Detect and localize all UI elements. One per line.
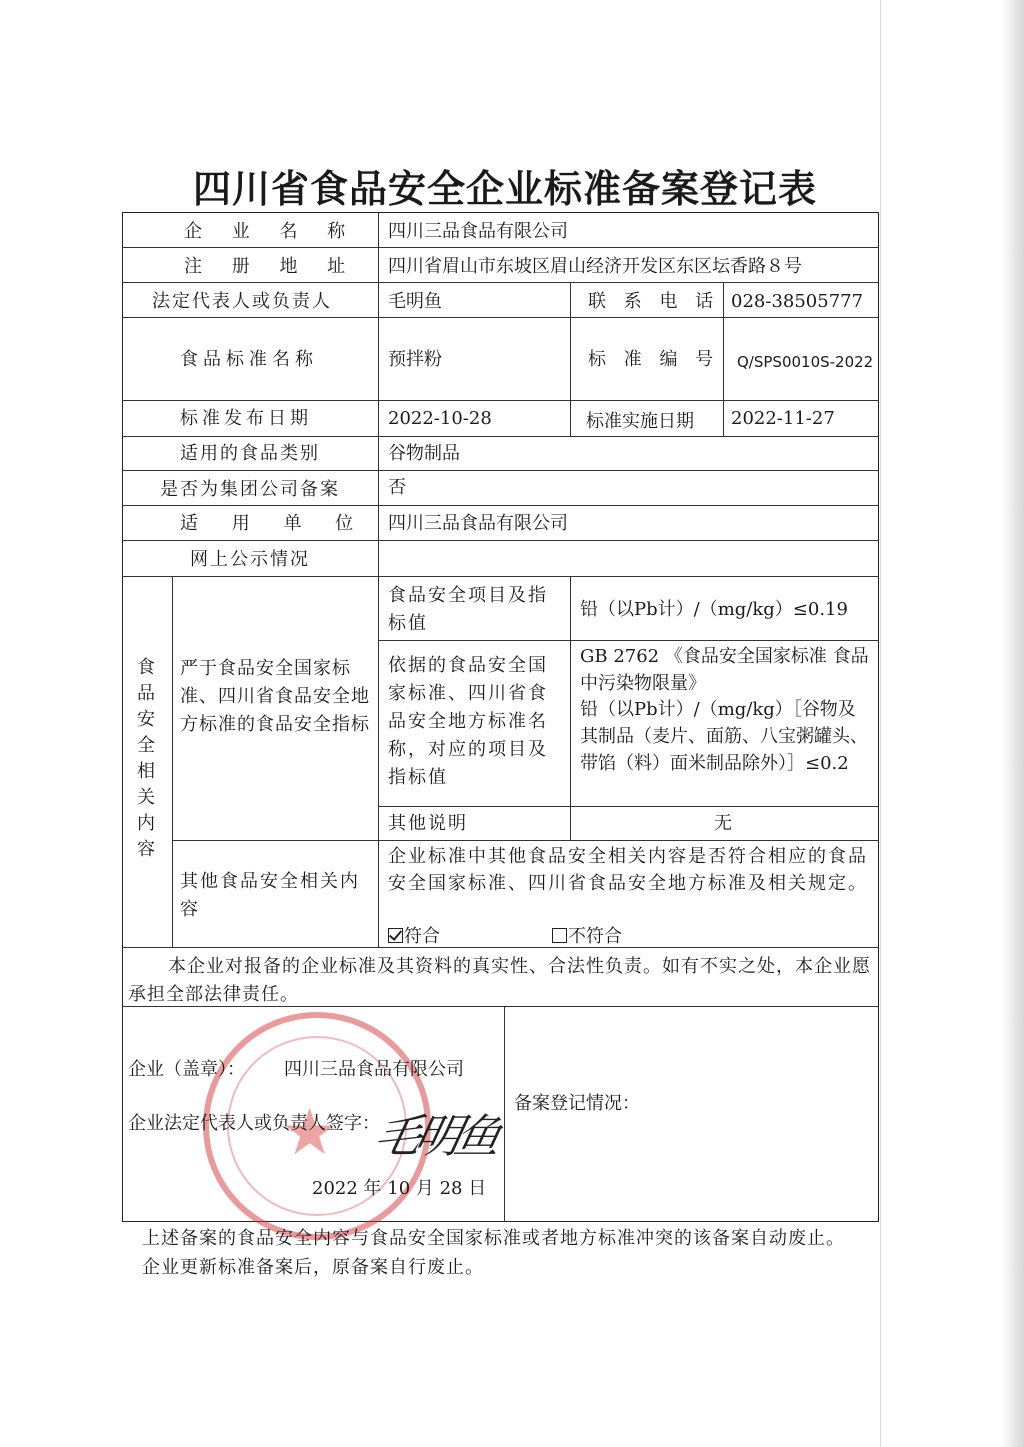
value-std-no: Q/SPS0010S-2022 — [737, 353, 874, 371]
label-impl-date: 标准实施日期 — [586, 411, 694, 432]
not-conform-checkbox[interactable] — [552, 928, 567, 943]
label-legal-rep: 法定代表人或负责人 — [152, 291, 332, 312]
filing-status-label: 备案登记情况： — [514, 1093, 640, 1114]
page-title: 四川省食品安全企业标准备案登记表 — [192, 167, 817, 211]
value-phone: 028-38505777 — [731, 291, 864, 312]
handwritten-signature: 毛明鱼 — [369, 1109, 502, 1163]
footnote-text: 上述备案的食品安全内容与食品安全国家标准或者地方标准冲突的该备案自动废止。企业更新标准备案后，原备案自行废止。 — [142, 1228, 845, 1278]
label-other-notes: 其他说明 — [388, 813, 468, 834]
value-other-notes: 无 — [714, 813, 732, 834]
value-item-indicator: 铅（以Pb计）/（mg/kg）≤0.19 — [580, 599, 848, 620]
star-icon: ★ — [281, 1096, 339, 1170]
value-applicable-unit: 四川三品食品有限公司 — [388, 513, 568, 534]
seal-label: 企业（盖章）： — [128, 1059, 245, 1080]
conform-checkbox[interactable] — [388, 928, 403, 943]
value-impl-date: 2022-11-27 — [731, 408, 835, 429]
not-conform-option[interactable] — [552, 923, 622, 950]
label-phone: 联 系 电 话 — [588, 291, 720, 312]
seal-company: 四川三品食品有限公司 — [284, 1059, 464, 1080]
value-std-name: 预拌粉 — [388, 349, 442, 370]
value-release-date: 2022-10-28 — [388, 408, 492, 429]
conform-label: 符合 — [404, 926, 440, 947]
label-basis-standard: 依据的食品安全国家标准、四川省食品安全地方标准名称，对应的项目及指标值 — [388, 655, 548, 788]
label-other-related: 其他食品安全相关内容 — [180, 871, 360, 920]
value-category: 谷物制品 — [388, 443, 460, 464]
value-address: 四川省眉山市东坡区眉山经济开发区东区坛香路８号 — [388, 256, 802, 277]
signer-label: 企业法定代表人或负责人签字： — [128, 1113, 380, 1134]
label-address: 注 册 地 址 — [184, 256, 358, 277]
value-legal-rep: 毛明鱼 — [388, 291, 442, 312]
label-item-indicator: 食品安全项目及指标值 — [388, 585, 548, 634]
value-group-filing: 否 — [388, 477, 406, 498]
paper-edge — [1002, 0, 1024, 1447]
value-other-related-text: 企业标准中其他食品安全相关内容是否符合相应的食品安全国家标准、四川省食品安全地方标准及相关规定。 — [388, 846, 868, 894]
label-online-disclosure: 网上公示情况 — [190, 549, 310, 570]
paper-shadow-line — [880, 0, 881, 1447]
value-company-name: 四川三品食品有限公司 — [388, 221, 568, 242]
label-applicable-unit: 适 用 单 位 — [180, 513, 368, 534]
value-basis-standard: GB 2762 《食品安全国家标准 食品中污染物限量》 — [580, 646, 869, 694]
conform-option[interactable] — [388, 923, 440, 950]
label-safety-section: 食品安全相关内容 — [137, 657, 155, 860]
value-basis-indicator: 铅（以Pb计）/（mg/kg）［谷物及其制品（麦片、面筋、八宝粥罐头、带馅（料）面米制品除外）］≤0.2 — [580, 699, 868, 774]
label-std-no: 标 准 编 号 — [588, 349, 720, 370]
label-stricter-indicators: 严于食品安全国家标准、四川省食品安全地方标准的食品安全指标 — [180, 658, 370, 735]
declaration-text: 本企业对报备的企业标准及其资料的真实性、合法性负责。如有不实之处，本企业愿承担全部法律责任。 — [128, 956, 871, 1005]
not-conform-label: 不符合 — [568, 926, 622, 947]
label-company-name: 企 业 名 称 — [184, 221, 358, 242]
label-group-filing: 是否为集团公司备案 — [160, 479, 340, 500]
label-std-name: 食品标准名称 — [180, 349, 318, 370]
label-category: 适用的食品类别 — [180, 443, 320, 464]
sign-date: 2022 年 10 月 28 日 — [312, 1178, 487, 1199]
label-release-date: 标准发布日期 — [180, 408, 312, 429]
